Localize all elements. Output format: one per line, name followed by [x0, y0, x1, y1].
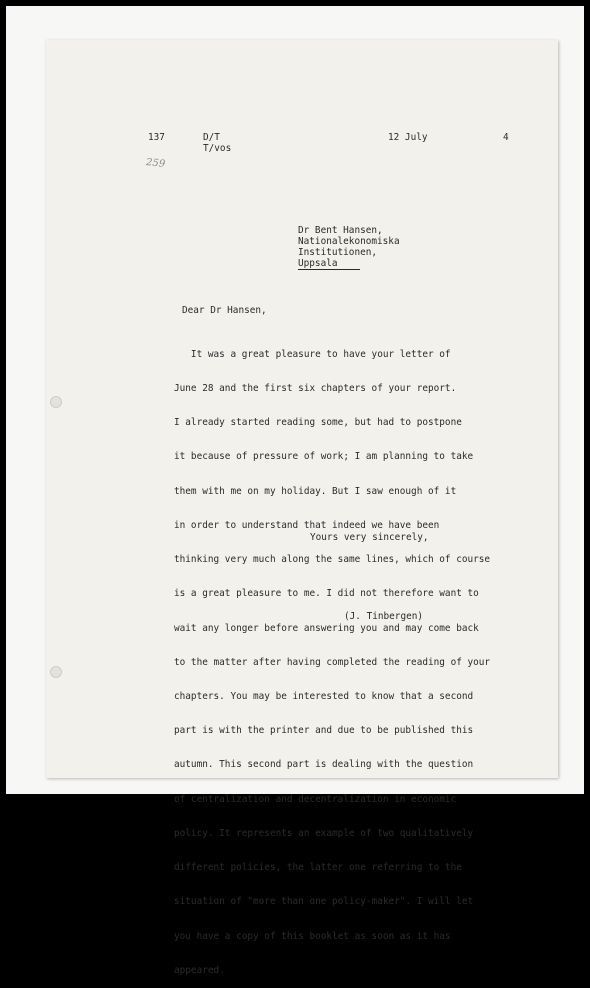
body-line: thinking very much along the same lines, which of course — [174, 554, 491, 566]
body-line: it because of pressure of work; I am planning to take — [174, 451, 474, 463]
body-line: situation of "more than one policy-maker". I will let — [174, 896, 474, 908]
body-line: in order to understand that indeed we have been — [174, 519, 440, 531]
page-number: 4 — [503, 132, 509, 143]
salutation: Dear Dr Hansen, — [182, 305, 267, 316]
body-line: is a great pleasure to me. I did not therefore want to — [174, 588, 479, 600]
recipient-line: Institutionen, — [298, 247, 378, 258]
body-line: June 28 and the first six chapters of your report. — [174, 383, 457, 395]
letter-number: 137 — [148, 132, 165, 143]
body-line: I already started reading some, but had to postpone — [174, 417, 462, 429]
body-line: to the matter after having completed the reading of your — [174, 656, 491, 668]
recipient-line: Dr Bent Hansen, — [298, 225, 383, 236]
punch-hole-top — [50, 396, 62, 408]
body-line: different policies, the latter one referring to the — [174, 862, 462, 874]
closing: Yours very sincerely, — [310, 532, 429, 543]
signature-name: (J. Tinbergen) — [344, 611, 424, 622]
recipient-city — [298, 258, 360, 269]
body-line: you have a copy of this booklet as soon as it has — [174, 930, 451, 942]
body-line: policy. It represents an example of two qualitatively — [174, 827, 474, 839]
reference-line-1: D/T — [203, 132, 220, 143]
recipient-city-text: Uppsala — [298, 258, 360, 270]
body-line: appeared. — [174, 964, 225, 976]
recipient-line: Nationalekonomiska — [298, 236, 400, 247]
punch-hole-bottom — [50, 666, 62, 678]
body-line: part is with the printer and due to be published this — [174, 725, 474, 737]
body-line: wait any longer before answering you and may come back — [174, 622, 479, 634]
body-line: of centralization and decentralization in economic — [174, 793, 457, 805]
body-line: chapters. You may be interested to know that a second — [174, 691, 474, 702]
body-line: It was a great pleasure to have your letter of — [174, 348, 451, 360]
reference-line-2: T/vos — [203, 143, 232, 154]
letter-date: 12 July — [388, 132, 428, 143]
letter-body — [174, 326, 490, 988]
body-line: them with me on my holiday. But I saw enough of it — [174, 485, 457, 497]
body-line: autumn. This second part is dealing with the question — [174, 759, 474, 771]
pencil-annotation: 259 — [145, 157, 166, 170]
